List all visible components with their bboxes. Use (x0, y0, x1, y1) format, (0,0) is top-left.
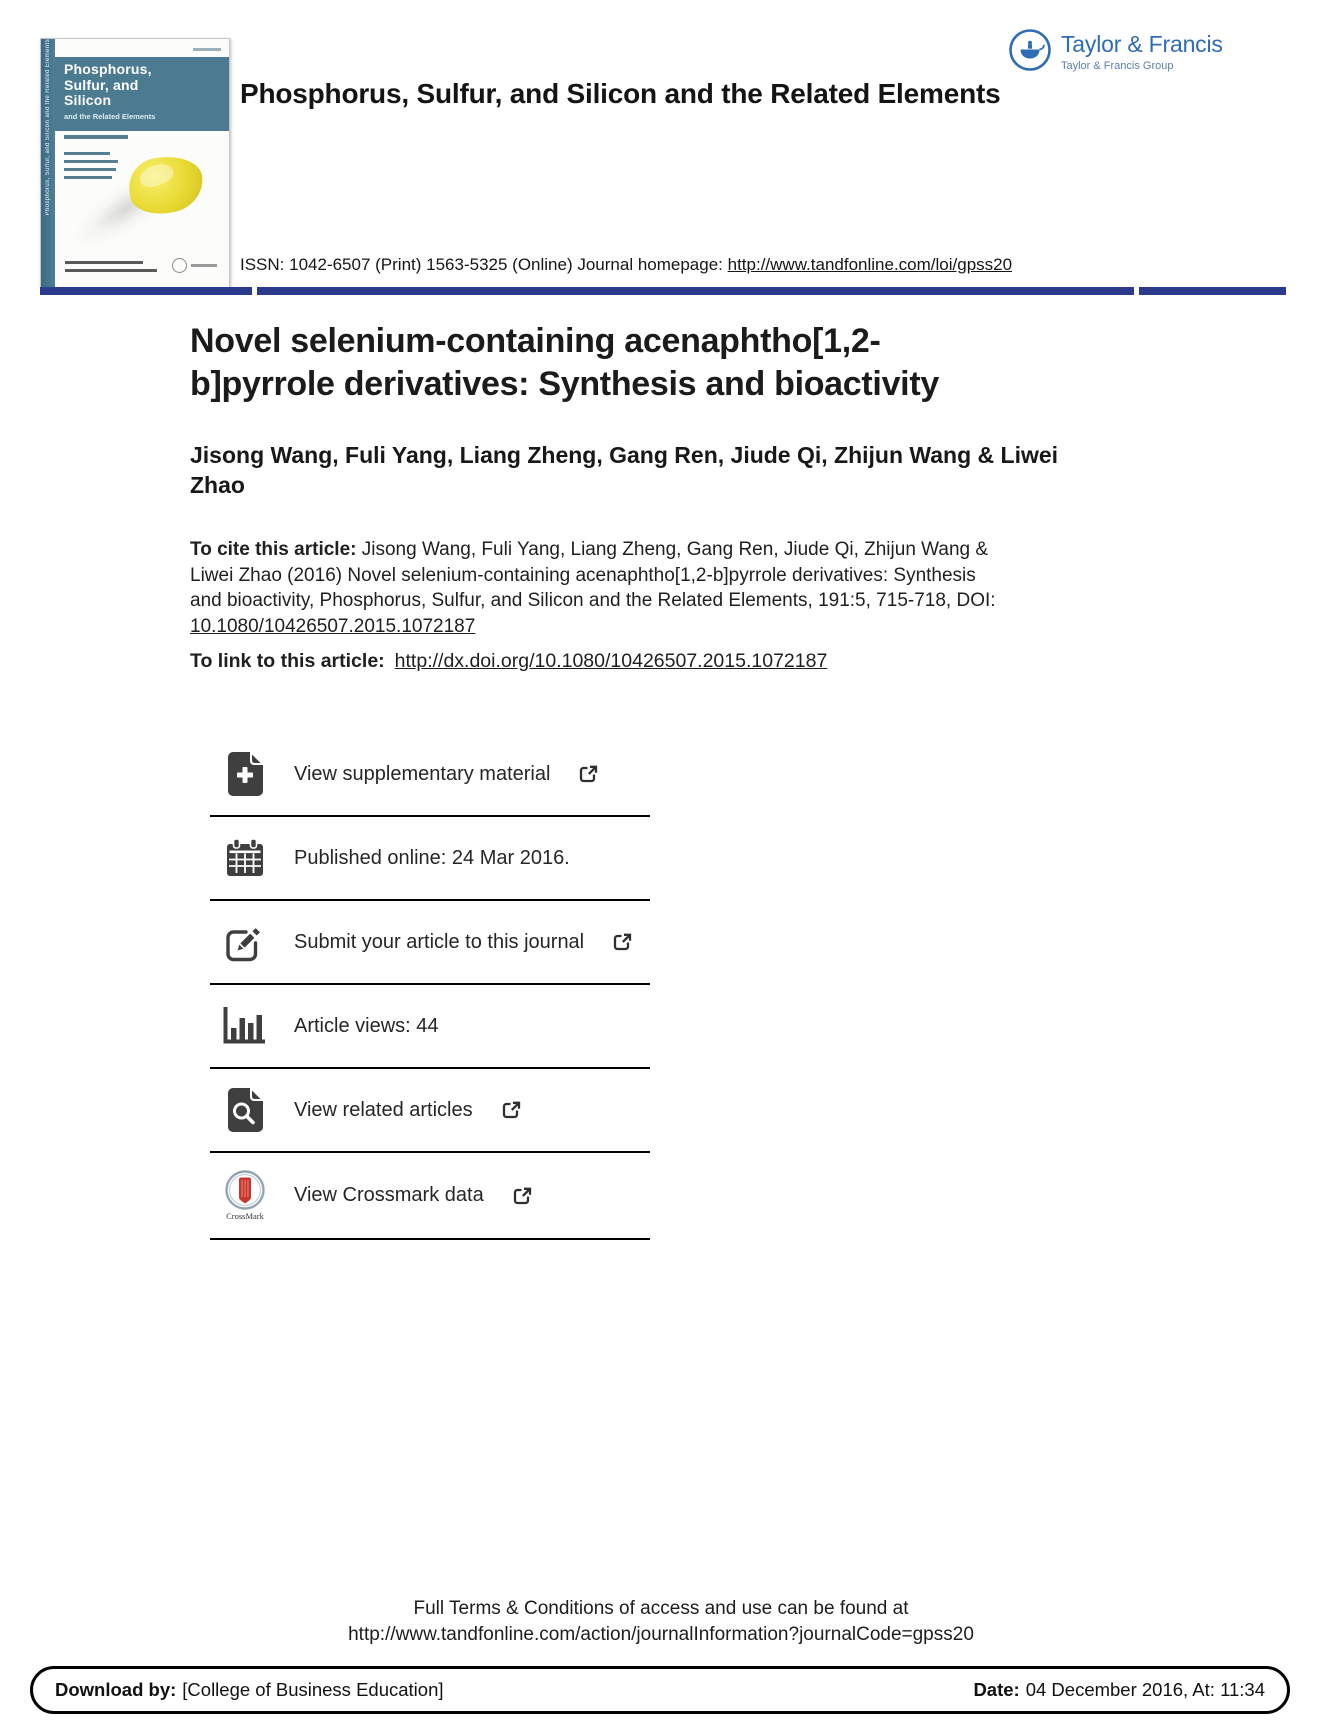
terms-footer (0, 1596, 1322, 1648)
download-by-value: [College of Business Education] (182, 1679, 444, 1700)
date-value: 04 December 2016, At: 11:34 (1025, 1679, 1265, 1700)
cover-title-line: Sulfur, and (64, 76, 139, 93)
authors-line: Zhao (190, 472, 245, 498)
action-links (210, 733, 650, 1240)
cover-title-line: Phosphorus, (64, 61, 152, 77)
view-related-articles-link[interactable] (210, 1069, 650, 1153)
header-rule (40, 287, 1286, 295)
logo-group: Taylor & Francis Group (1061, 60, 1174, 72)
supplementary-material-icon (222, 752, 268, 796)
cite-text: Jisong Wang, Fuli Yang, Liang Zheng, Gang Ren, Jiude Qi, Zhijun Wang & (356, 539, 989, 560)
view-crossmark-data-link[interactable] (210, 1153, 650, 1240)
cover-subtitle: and the Related Elements (64, 111, 156, 121)
citation-block (190, 537, 996, 639)
cover-text-line (64, 168, 116, 172)
cover-text-line (65, 261, 143, 264)
taylor-francis-logo (1008, 28, 1223, 72)
authors-line: Jisong Wang, Fuli Yang, Liang Zheng, Gang Ren, Jiude Qi, Zhijun Wang & Liwei (190, 442, 1059, 468)
cover-publisher-mark (172, 258, 217, 273)
rule-gap (1134, 287, 1139, 295)
calendar-icon (222, 838, 268, 878)
link-to-article (190, 650, 827, 673)
issn-text: ISSN: 1042-6507 (Print) 1563-5325 (Online) Journal homepage: (240, 255, 728, 274)
journal-title: Phosphorus, Sulfur, and Silicon and the Related Elements (240, 78, 1001, 109)
cover-issue-code (193, 48, 221, 51)
cite-label: To cite this article: (190, 539, 357, 560)
citation-line (190, 614, 996, 640)
citation-line: and bioactivity, Phosphorus, Sulfur, and Silicon and the Related Elements, 191:5, 715-718, DOI: (190, 590, 996, 611)
citation-line: Liwei Zhao (2016) Novel selenium-containing acenaphtho[1,2-b]pyrrole derivatives: Synthesis (190, 564, 976, 586)
doi-link[interactable]: 10.1080/10426507.2015.1072187 (190, 615, 476, 637)
crossmark-caption: CrossMark (226, 1211, 264, 1221)
download-by-label: Download by: (55, 1679, 177, 1700)
external-link-icon (578, 764, 599, 784)
external-link-icon (501, 1100, 522, 1120)
action-label: View supplementary material (294, 762, 551, 785)
submit-article-icon (222, 922, 268, 962)
view-supplementary-material-link[interactable] (210, 733, 650, 817)
cover-text-line (64, 176, 112, 180)
teapot-icon (1008, 28, 1052, 72)
cover-text-line (64, 160, 118, 164)
journal-cover-thumbnail (40, 38, 230, 288)
cover-text-line (64, 135, 128, 139)
related-articles-icon (222, 1088, 268, 1132)
action-label: View Crossmark data (294, 1184, 484, 1206)
article-title-line: b]pyrrole derivatives: Synthesis and bioactivity (190, 365, 939, 403)
download-date (973, 1679, 1265, 1701)
citation-line (190, 537, 996, 563)
date-label: Date: (973, 1679, 1020, 1700)
download-info-bar (30, 1666, 1290, 1714)
rule-gap (252, 287, 257, 295)
terms-url[interactable]: http://www.tandfonline.com/action/journalInformation?journalCode=gpss20 (348, 1624, 974, 1645)
article-views-row (210, 985, 650, 1069)
cover-title-line: Silicon (64, 92, 112, 108)
issn-line (240, 255, 1012, 275)
cover-text-line (64, 152, 110, 156)
logo-name: Taylor & Francis (1061, 31, 1223, 57)
published-online-date: Published online: 24 Mar 2016. (294, 846, 570, 869)
cover-title-band (55, 57, 229, 131)
terms-line: Full Terms & Conditions of access and use can be found at (413, 1598, 909, 1619)
link-label: To link to this article: (190, 650, 385, 672)
journal-homepage-link[interactable]: http://www.tandfonline.com/loi/gpss20 (727, 255, 1013, 274)
article-title (190, 320, 939, 406)
cover-editor-lines (65, 256, 157, 272)
article-title-line: Novel selenium-containing acenaphtho[1,2- (190, 322, 881, 360)
article-views-icon (222, 1006, 268, 1046)
crossmark-icon (222, 1170, 268, 1221)
authors (190, 440, 1058, 500)
cover-spine-text: Phosphorus, Sulfur, and Silicon and the Related Elements (45, 39, 51, 216)
external-link-icon (612, 932, 633, 952)
action-label: View related articles (294, 1098, 473, 1121)
submit-article-link[interactable] (210, 901, 650, 985)
article-views-count: Article views: 44 (294, 1014, 439, 1037)
action-label: Submit your article to this journal (294, 930, 585, 953)
published-online-row (210, 817, 650, 901)
download-by (55, 1679, 444, 1701)
cover-text-line (191, 264, 217, 267)
dx-doi-link[interactable]: http://dx.doi.org/10.1080/10426507.2015.1072187 (394, 650, 828, 672)
external-link-icon (512, 1186, 533, 1206)
publisher-roundel-icon (172, 258, 187, 273)
cover-text-line (65, 269, 157, 272)
